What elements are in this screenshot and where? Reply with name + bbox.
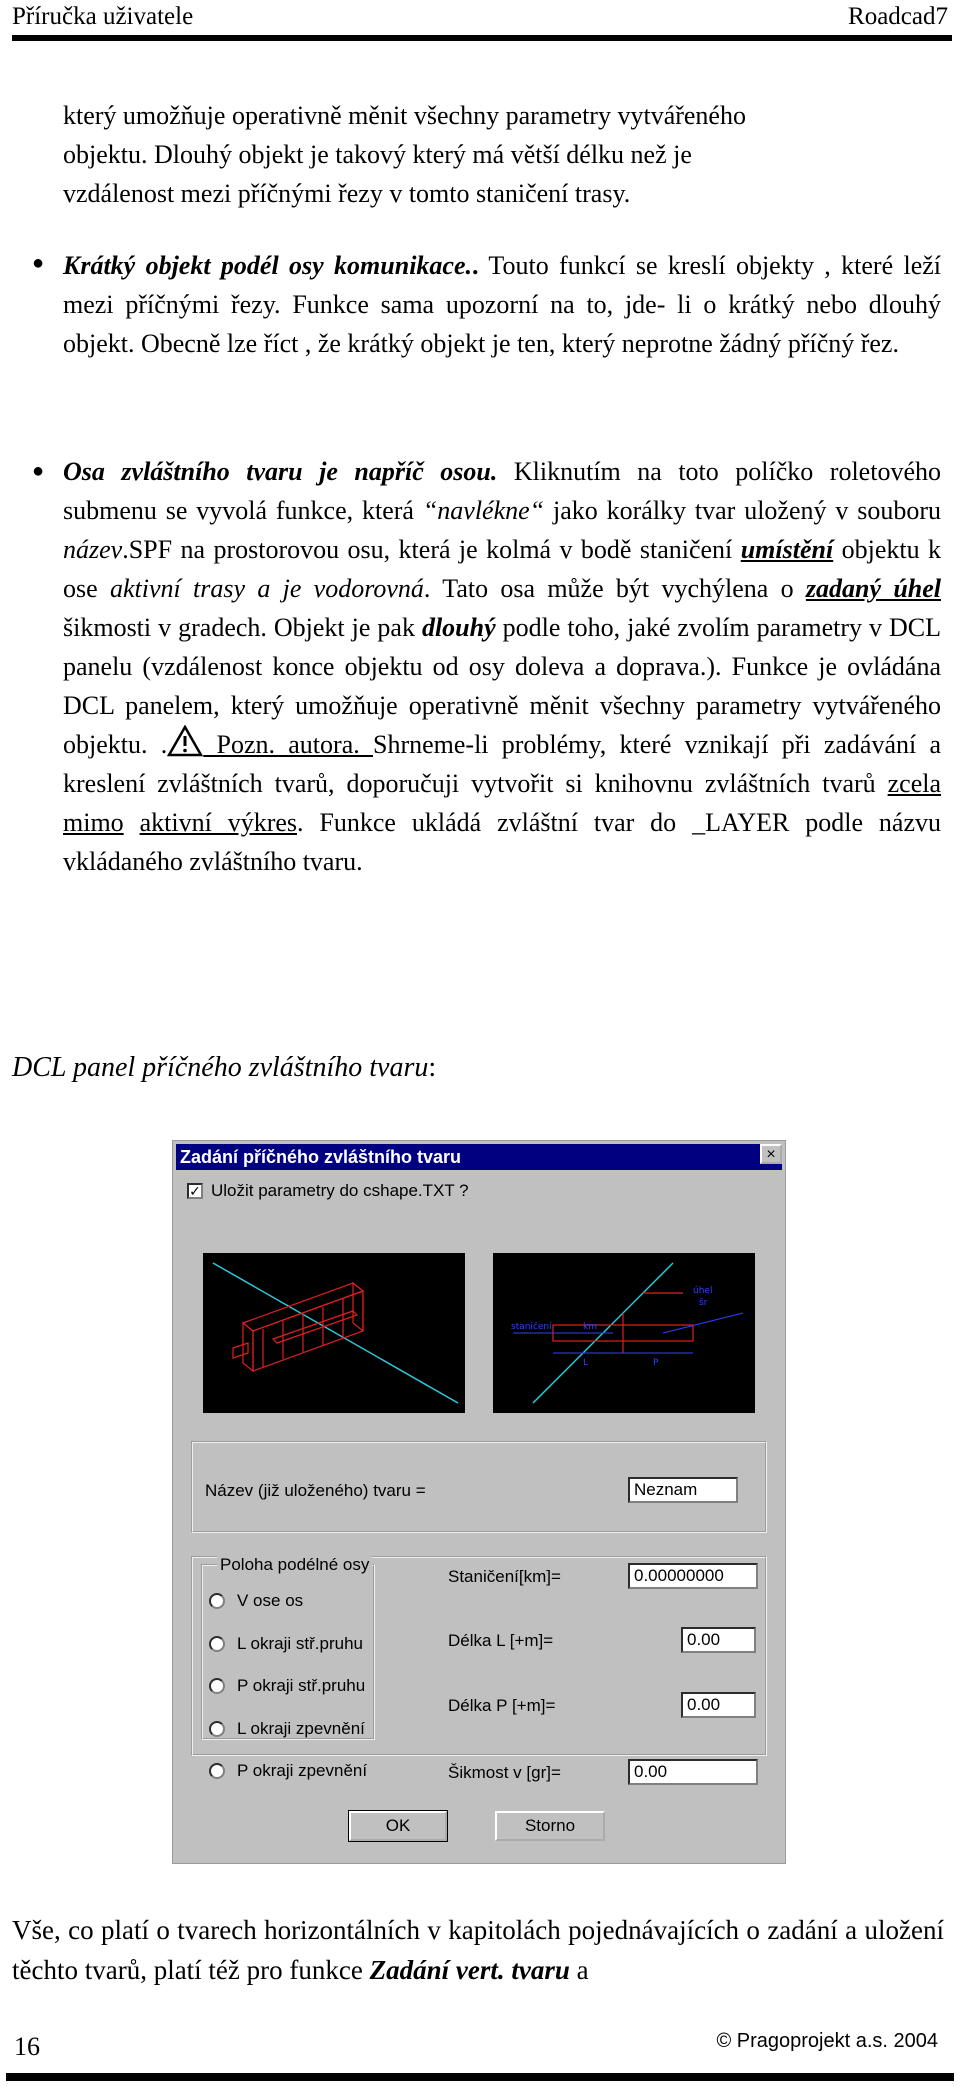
name-field[interactable]: Neznam [628,1477,738,1503]
text-line: objektu. Dlouhý objekt je takový který má větší délku než je [63,140,692,169]
axis-preview-image [493,1253,755,1413]
text-run: Pozn. autora. [203,730,373,759]
text-line: který umožňuje operativně měnit všechny parametry vytvářeného [63,101,746,130]
text-run: podle toho, jaké zvolím parametry v DCL panelu (vzdálenost konce objektu od osy doleva a doprava.). Funkce je ovládána DCL panelem, který umožňuje operativně měnit všechny parametry vytvářeného objektu. [63,613,941,759]
radio-button[interactable] [209,1763,225,1779]
cancel-button[interactable]: Storno [495,1811,605,1841]
text-run: Vše, co platí o tvarech horizontálních v kapitolách pojednávajících o zadání a uložení těchto tvarů, platí též pro funkce [12,1915,944,1985]
text-run: Shrneme-li problémy, které vznikají při zadávání a kreslení zvláštních tvarů, doporučuji vytvořit si knihovnu zvláštních tvarů [63,730,941,798]
term-short-object: Krátký objekt podél osy komunikace. [63,251,473,280]
header-title: Příručka uživatele [12,3,194,30]
caption-text: DCL panel příčného zvláštního tvaru [12,1052,429,1083]
text-run: Kliknutím na toto políčko roletového submenu se vyvolá funkce, která [63,457,941,525]
text-run: jako korálky tvar uložený v souboru [544,496,942,525]
bullet-paragraph-cross-shape [63,452,941,881]
station-field[interactable]: 0.00000000 [628,1563,758,1589]
label-l: L [583,1358,589,1368]
label-p: P [653,1358,659,1368]
text-run: objektu k ose [63,535,942,603]
dcl-dialog [172,1140,786,1864]
page-number: 16 [14,2032,40,2061]
text-run: .SPF na prostorovou osu, která je kolmá v bodě staničení [122,535,741,564]
radio-label: P okraji stř.pruhu [237,1676,366,1695]
text-run: : [428,1052,437,1083]
label-stanicni: staničení [511,1322,552,1332]
length-left-field[interactable]: 0.00 [681,1627,756,1653]
dialog-title: Zadání příčného zvláštního tvaru [176,1144,782,1170]
term-vertical-shape: Zadání vert. tvaru [369,1955,570,1985]
radio-button[interactable] [209,1678,225,1694]
text-run: umístění [740,535,834,564]
text-run: zcela mimo [63,769,941,837]
radio-label: L okraji zpevnění [237,1719,365,1738]
text-line: vzdálenost mezi příčnými řezy v tomto staničení trasy. [63,179,631,208]
bullet-paragraph-short-object [63,246,941,363]
axis-position-title: Poloha podélné osy [217,1555,372,1575]
label-uhel: úhel [693,1286,713,1296]
text-run: Touto funkcí se kreslí objekty , které leží mezi příčnými řezy. Funkce sama upozorní na to, jde- li o krátký nebo dlouhý objekt. Obecně lze říct , že krátký objekt je ten, který neprotne žádný příčný řez. [63,251,941,358]
figure-caption [12,1052,436,1084]
header-rule [12,35,952,41]
radio-label: L okraji stř.pruhu [237,1634,363,1653]
bullet-icon: ● [32,252,45,274]
skew-field[interactable]: 0.00 [628,1759,758,1785]
axis-plan-drawing [493,1253,755,1413]
station-label: Staničení[km]= [448,1567,561,1586]
radio-button[interactable] [209,1721,225,1737]
bullet-icon: ● [32,460,45,482]
header-product: Roadcad7 [848,3,948,30]
term-cross-axis: Osa zvláštního tvaru je napříč osou. [63,457,498,486]
text-run: dlouhý [421,613,496,642]
text-run: . [472,251,479,280]
length-right-label: Délka P [+m]= [448,1696,556,1715]
footer-rule [6,2073,954,2081]
text-run: . [160,730,168,759]
save-params-checkbox[interactable]: ✓ [187,1183,203,1199]
name-label: Název (již uloženého) tvaru = [205,1481,426,1500]
paragraph-continued [63,96,941,213]
skew-label: Šikmost v [gr]= [448,1763,561,1782]
text-run: zadaný úhel [805,574,942,603]
close-button[interactable]: × [760,1144,782,1164]
page-header [12,2,948,38]
text-run: název [63,535,123,564]
text-run: . Funkce ukládá zvláštní tvar do _LAYER podle názvu vkládaného zvláštního tvaru. [63,808,942,876]
warning-icon [167,725,203,757]
text-run: aktivní výkres [139,808,298,837]
shape-3d-drawing [203,1253,465,1413]
radio-button[interactable] [209,1593,225,1609]
text-run: aktivní trasy a je vodorovná [109,574,424,603]
radio-button[interactable] [209,1636,225,1652]
text-run: šikmosti v gradech. Objekt je pak [63,613,422,642]
closing-paragraph [12,1910,944,1990]
length-right-field[interactable]: 0.00 [681,1692,756,1718]
length-left-label: Délka L [+m]= [448,1631,554,1650]
text-run: “navlékne“ [422,496,545,525]
copyright: © Pragoprojekt a.s. 2004 [716,2030,938,2052]
text-run: a [569,1955,589,1985]
save-params-label: Uložit parametry do cshape.TXT ? [211,1181,469,1200]
ok-button[interactable]: OK [349,1811,447,1841]
label-km: km [583,1322,597,1332]
shape-preview-image [203,1253,465,1413]
text-run: . Tato osa může být vychýlena o [423,574,806,603]
label-sr: šr [699,1298,708,1308]
radio-label: V ose os [237,1591,304,1610]
radio-label: P okraji zpevnění [237,1761,368,1780]
